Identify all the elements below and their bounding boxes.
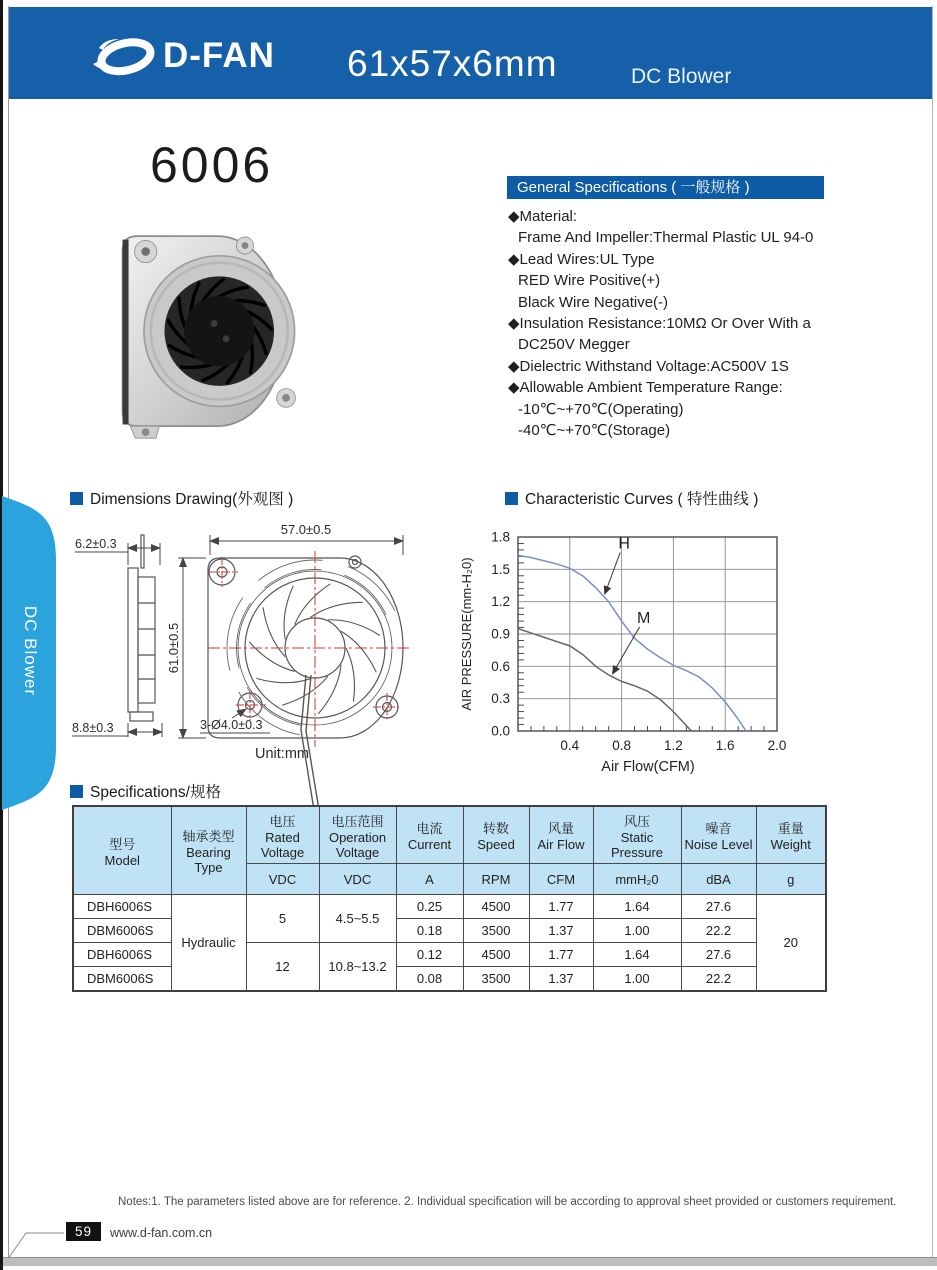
col-header-weight: 重量 Weight	[756, 806, 826, 864]
cell-pressure: 1.64	[593, 943, 681, 967]
cell-model: DBH6006S	[73, 895, 171, 919]
spec-line: ◆Allowable Ambient Temperature Range:	[508, 379, 783, 397]
sidebar-tab-label[interactable]: DC Blower	[21, 605, 40, 697]
cell-model: DBH6006S	[73, 943, 171, 967]
svg-text:H: H	[618, 535, 630, 553]
cell-speed: 4500	[463, 895, 529, 919]
cell-pressure: 1.00	[593, 919, 681, 943]
spec-line: ◆Insulation Resistance:10MΩ Or Over With a	[508, 315, 811, 333]
spec-line: -40℃~+70℃(Storage)	[518, 422, 671, 440]
characteristic-curves-chart	[458, 518, 933, 780]
cell-bearing: Hydraulic	[171, 895, 246, 992]
unit-cfm: CFM	[529, 864, 593, 895]
section-bullet-icon	[70, 492, 83, 505]
col-header-speed: 转数 Speed	[463, 806, 529, 864]
spec-line: ◆Dielectric Withstand Voltage:AC500V 1S	[508, 357, 789, 375]
col-header-rated-voltage: 电压 Rated Voltage	[246, 806, 319, 864]
cell-speed: 4500	[463, 943, 529, 967]
header-bar	[9, 7, 932, 99]
spec-line: ◆Lead Wires:UL Type	[508, 250, 655, 268]
cell-speed: 3500	[463, 967, 529, 992]
svg-text:2.0: 2.0	[767, 738, 787, 753]
cell-current: 0.18	[396, 919, 463, 943]
model-number-title: 6006	[150, 137, 274, 193]
cell-current: 0.12	[396, 943, 463, 967]
spec-line: -10℃~+70℃(Operating)	[518, 400, 684, 418]
dim-label-thickness: 6.2±0.3	[75, 537, 117, 551]
svg-text:1.6: 1.6	[715, 738, 735, 753]
dimensions-drawing	[70, 515, 480, 815]
spec-line: ◆Material:	[508, 208, 578, 225]
brand-logo	[89, 31, 275, 81]
section-title-specifications: Specifications/规格	[70, 780, 221, 802]
section-bullet-icon	[505, 492, 518, 505]
col-header-bearing: 轴承类型 Bearing Type	[171, 806, 246, 895]
cell-noise: 22.2	[681, 919, 756, 943]
unit-mmh2o: mmH₂0	[593, 864, 681, 895]
cell-pressure: 1.00	[593, 967, 681, 992]
cell-model: DBM6006S	[73, 967, 171, 992]
general-specs-list	[508, 206, 918, 441]
unit-a: A	[396, 864, 463, 895]
dim-unit-label: Unit:mm	[255, 746, 309, 762]
cell-noise: 27.6	[681, 895, 756, 919]
col-header-model: 型号 Model	[73, 806, 171, 895]
cell-rated-voltage: 12	[246, 943, 319, 992]
col-header-pressure: 风压 Static Pressure	[593, 806, 681, 864]
unit-vdc: VDC	[319, 864, 396, 895]
col-header-airflow: 风量 Air Flow	[529, 806, 593, 864]
svg-text:0.8: 0.8	[612, 738, 631, 753]
cell-noise: 22.2	[681, 967, 756, 992]
dim-label-total-thickness: 8.8±0.3	[72, 721, 114, 735]
col-header-noise: 噪音 Noise Level	[681, 806, 756, 864]
cell-speed: 3500	[463, 919, 529, 943]
section-bullet-icon	[70, 785, 83, 798]
cell-pressure: 1.64	[593, 895, 681, 919]
specifications-table	[72, 805, 827, 992]
cell-weight: 20	[756, 895, 826, 992]
cell-current: 0.08	[396, 967, 463, 992]
dim-label-height: 61.0±0.5	[166, 622, 181, 674]
svg-text:1.2: 1.2	[664, 738, 683, 753]
svg-text:0.6: 0.6	[491, 658, 510, 674]
cell-operation-voltage: 10.8~13.2	[319, 943, 396, 992]
svg-text:1.8: 1.8	[491, 529, 510, 545]
cell-operation-voltage: 4.5~5.5	[319, 895, 396, 943]
section-title-curves: Characteristic Curves ( 特性曲线 )	[505, 487, 758, 509]
unit-vdc: VDC	[246, 864, 319, 895]
cell-airflow: 1.77	[529, 943, 593, 967]
spec-line: Black Wire Negative(-)	[518, 293, 669, 311]
product-type-label: DC Blower	[631, 65, 732, 88]
cell-current: 0.25	[396, 895, 463, 919]
dim-label-holes: 3-Ø4.0±0.3	[200, 718, 263, 732]
svg-text:M: M	[636, 609, 651, 627]
cell-airflow: 1.37	[529, 919, 593, 943]
unit-dba: dBA	[681, 864, 756, 895]
svg-text:0.9: 0.9	[491, 626, 510, 642]
unit-g: g	[756, 864, 826, 895]
y-axis-label: AIR PRESSURE(mm-H₂0)	[459, 557, 474, 711]
product-photo	[108, 208, 322, 456]
cell-airflow: 1.37	[529, 967, 593, 992]
col-header-operation-voltage: 电压范围 Operation Voltage	[319, 806, 396, 864]
unit-rpm: RPM	[463, 864, 529, 895]
fan-swoosh-icon	[89, 31, 161, 81]
svg-text:0.4: 0.4	[560, 738, 580, 753]
size-title: 61x57x6mm	[347, 43, 558, 84]
page-number: 59	[66, 1222, 101, 1241]
website-link[interactable]: www.d-fan.com.cn	[110, 1226, 213, 1240]
dim-label-width: 57.0±0.5	[280, 522, 332, 537]
svg-text:1.2: 1.2	[491, 594, 510, 610]
svg-text:1.5: 1.5	[491, 561, 510, 577]
notes-text: Notes:1. The parameters listed above are for reference. 2. Individual specification will be according to approval sheet provided or customers requirement.	[118, 1196, 897, 1208]
cell-noise: 27.6	[681, 943, 756, 967]
svg-text:0.0: 0.0	[491, 723, 510, 739]
spec-line: RED Wire Positive(+)	[518, 272, 661, 290]
brand-name: D-FAN	[163, 36, 275, 75]
general-specs-header: General Specifications ( 一般规格 )	[507, 176, 824, 199]
x-axis-label: Air Flow(CFM)	[601, 759, 695, 775]
bottom-bar	[3, 1257, 937, 1266]
col-header-current: 电流 Current	[396, 806, 463, 864]
cell-model: DBM6006S	[73, 919, 171, 943]
spec-line: Frame And Impeller:Thermal Plastic UL 94-0	[518, 229, 814, 247]
cell-rated-voltage: 5	[246, 895, 319, 943]
table-row	[73, 895, 826, 919]
cell-airflow: 1.77	[529, 895, 593, 919]
section-title-dimensions: Dimensions Drawing(外观图 )	[70, 487, 293, 509]
svg-text:0.3: 0.3	[491, 691, 510, 707]
spec-line: DC250V Megger	[518, 336, 630, 354]
